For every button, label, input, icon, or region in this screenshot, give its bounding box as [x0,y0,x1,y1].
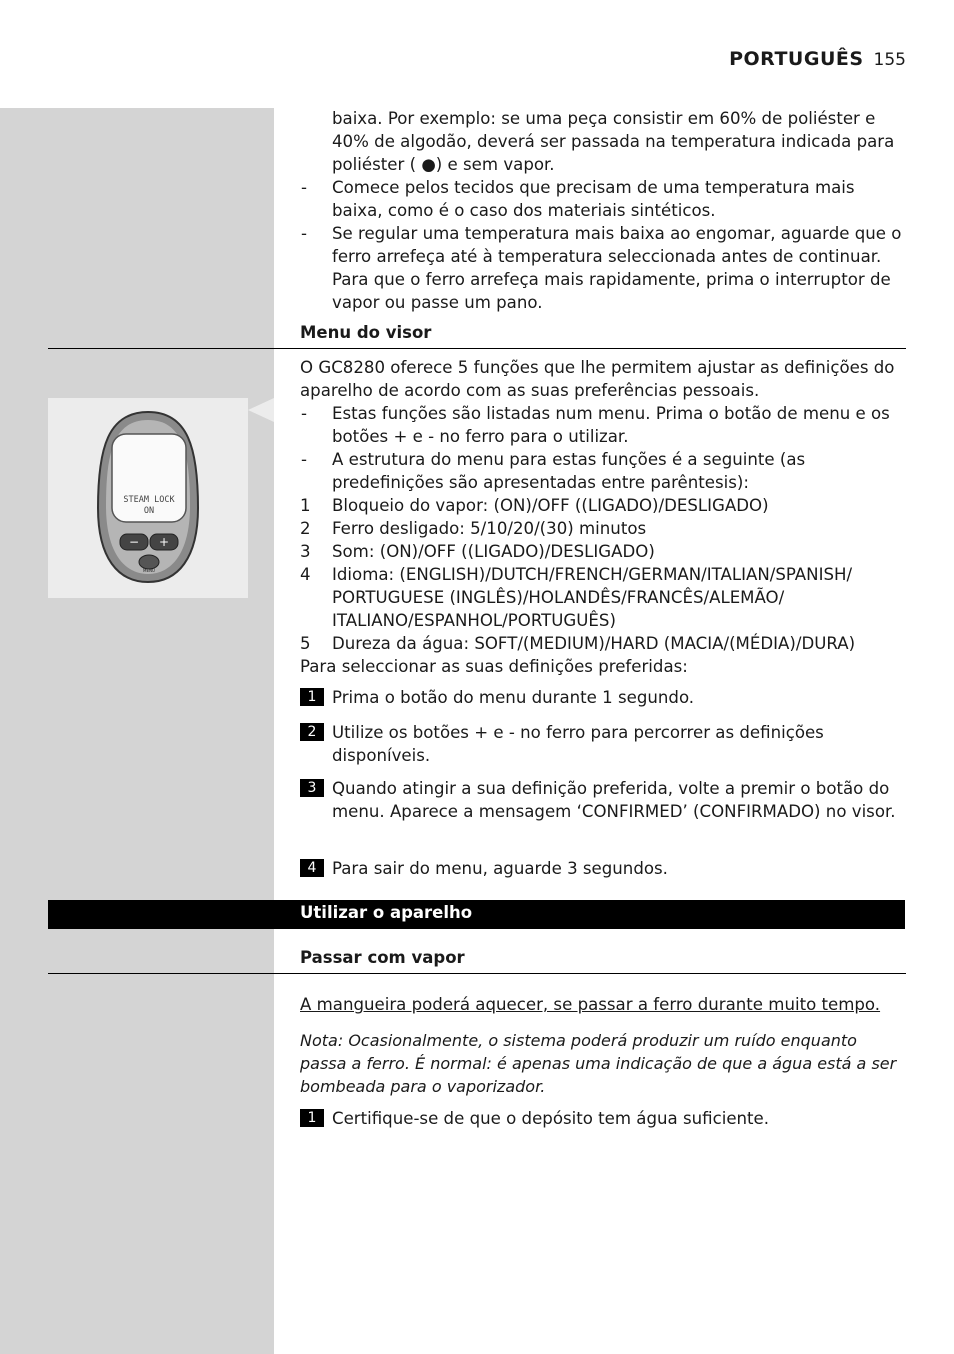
steps-lead: Para seleccionar as suas definições preferidas: [300,657,688,676]
step-number-badge: 3 [300,779,324,797]
language-heading: PORTUGUÊS [729,48,864,70]
iron-display-icon [48,398,248,598]
function-item: 2 Ferro desligado: 5/10/20/(30) minutos [300,519,647,538]
section-title-menu: Menu do visor [300,323,432,342]
step-number-badge: 1 [300,1109,324,1127]
menu-bullet: - Estas funções são listadas num menu. Prima o botão de menu e os botões + e - no ferro para o utilizar. [300,402,906,448]
display-text-line2: ON [143,506,155,516]
step-number-badge: 1 [300,688,324,706]
function-item: 3 Som: (ON)/OFF ((LIGADO)/DESLIGADO) [300,542,655,561]
page-number: 155 [873,50,906,70]
step-item: 2 Utilize os botões + e - no ferro para percorrer as definições disponíveis. [300,721,906,767]
page-header [729,48,906,70]
intro-bullet: - Se regular uma temperatura mais baixa ao engomar, aguarde que o ferro arrefeça até à temperatura seleccionada antes de continuar. Para que o ferro arrefeça mais rapidamente, prima o interruptor de vapor ou passe um pano. [300,222,906,314]
intro-block [300,107,906,314]
section-title-use: Utilizar o aparelho [300,903,473,922]
minus-icon: − [128,535,140,549]
step-item: 3 Quando atingir a sua definição preferida, volte a premir o botão do menu. Aparece a mensagem ‘CONFIRMED’ (CONFIRMADO) no visor. [300,777,906,823]
menu-intro: O GC8280 oferece 5 funções que lhe permitem ajustar as definições do aparelho de acordo com as suas preferências pessoais. [300,358,895,400]
section-title-steam: Passar com vapor [300,948,465,967]
warning-text: A mangueira poderá aquecer, se passar a ferro durante muito tempo. [300,995,881,1014]
menu-button-label: MENU [143,568,155,573]
menu-bullet: - A estrutura do menu para estas funções é a seguinte (as predefinições são apresentadas entre parêntesis): [300,448,906,494]
device-illustration [48,398,248,598]
step-item: 1 Certifique-se de que o depósito tem água suficiente. [300,1107,906,1130]
menu-block [300,356,906,678]
left-margin-panel [0,108,274,1354]
display-text-line1: STEAM LOCK [123,495,175,505]
note-text: Nota: Ocasionalmente, o sistema poderá produzir um ruído enquanto passa a ferro. É normal: é apenas uma indicação de que a água está a ser bombeada para o vaporizador. [300,1031,897,1096]
plus-icon: + [158,535,170,549]
step-number-badge: 4 [300,859,324,877]
section-bar-use [48,900,905,929]
steam-block [300,993,906,1016]
function-item: 4 Idioma: (ENGLISH)/DUTCH/FRENCH/GERMAN/ITALIAN/SPANISH/ PORTUGUESE (INGLÊS)/HOLANDÊS/FRANCÊS/ALEMÃO/ ITALIANO/ESPANHOL/PORTUGUÊS) [300,565,853,630]
function-item: 5 Dureza da água: SOFT/(MEDIUM)/HARD (MACIA/(MÉDIA)/DURA) [300,634,856,653]
note-block [300,1029,906,1098]
intro-bullet: - Comece pelos tecidos que precisam de uma temperatura mais baixa, como é o caso dos materiais sintéticos. [300,176,906,222]
step-item: 4 Para sair do menu, aguarde 3 segundos. [300,857,906,880]
section-divider [48,973,906,974]
step-number-badge: 2 [300,723,324,741]
function-item: 1 Bloqueio do vapor: (ON)/OFF ((LIGADO)/DESLIGADO) [300,496,769,515]
section-divider [48,348,906,349]
step-item: 1 Prima o botão do menu durante 1 segundo. [300,686,906,709]
intro-continuation: baixa. Por exemplo: se uma peça consistir em 60% de poliéster e 40% de algodão, deverá ser passada na temperatura indicada para poliéster ( ●) e sem vapor. [332,109,895,174]
callout-pointer [248,398,274,422]
